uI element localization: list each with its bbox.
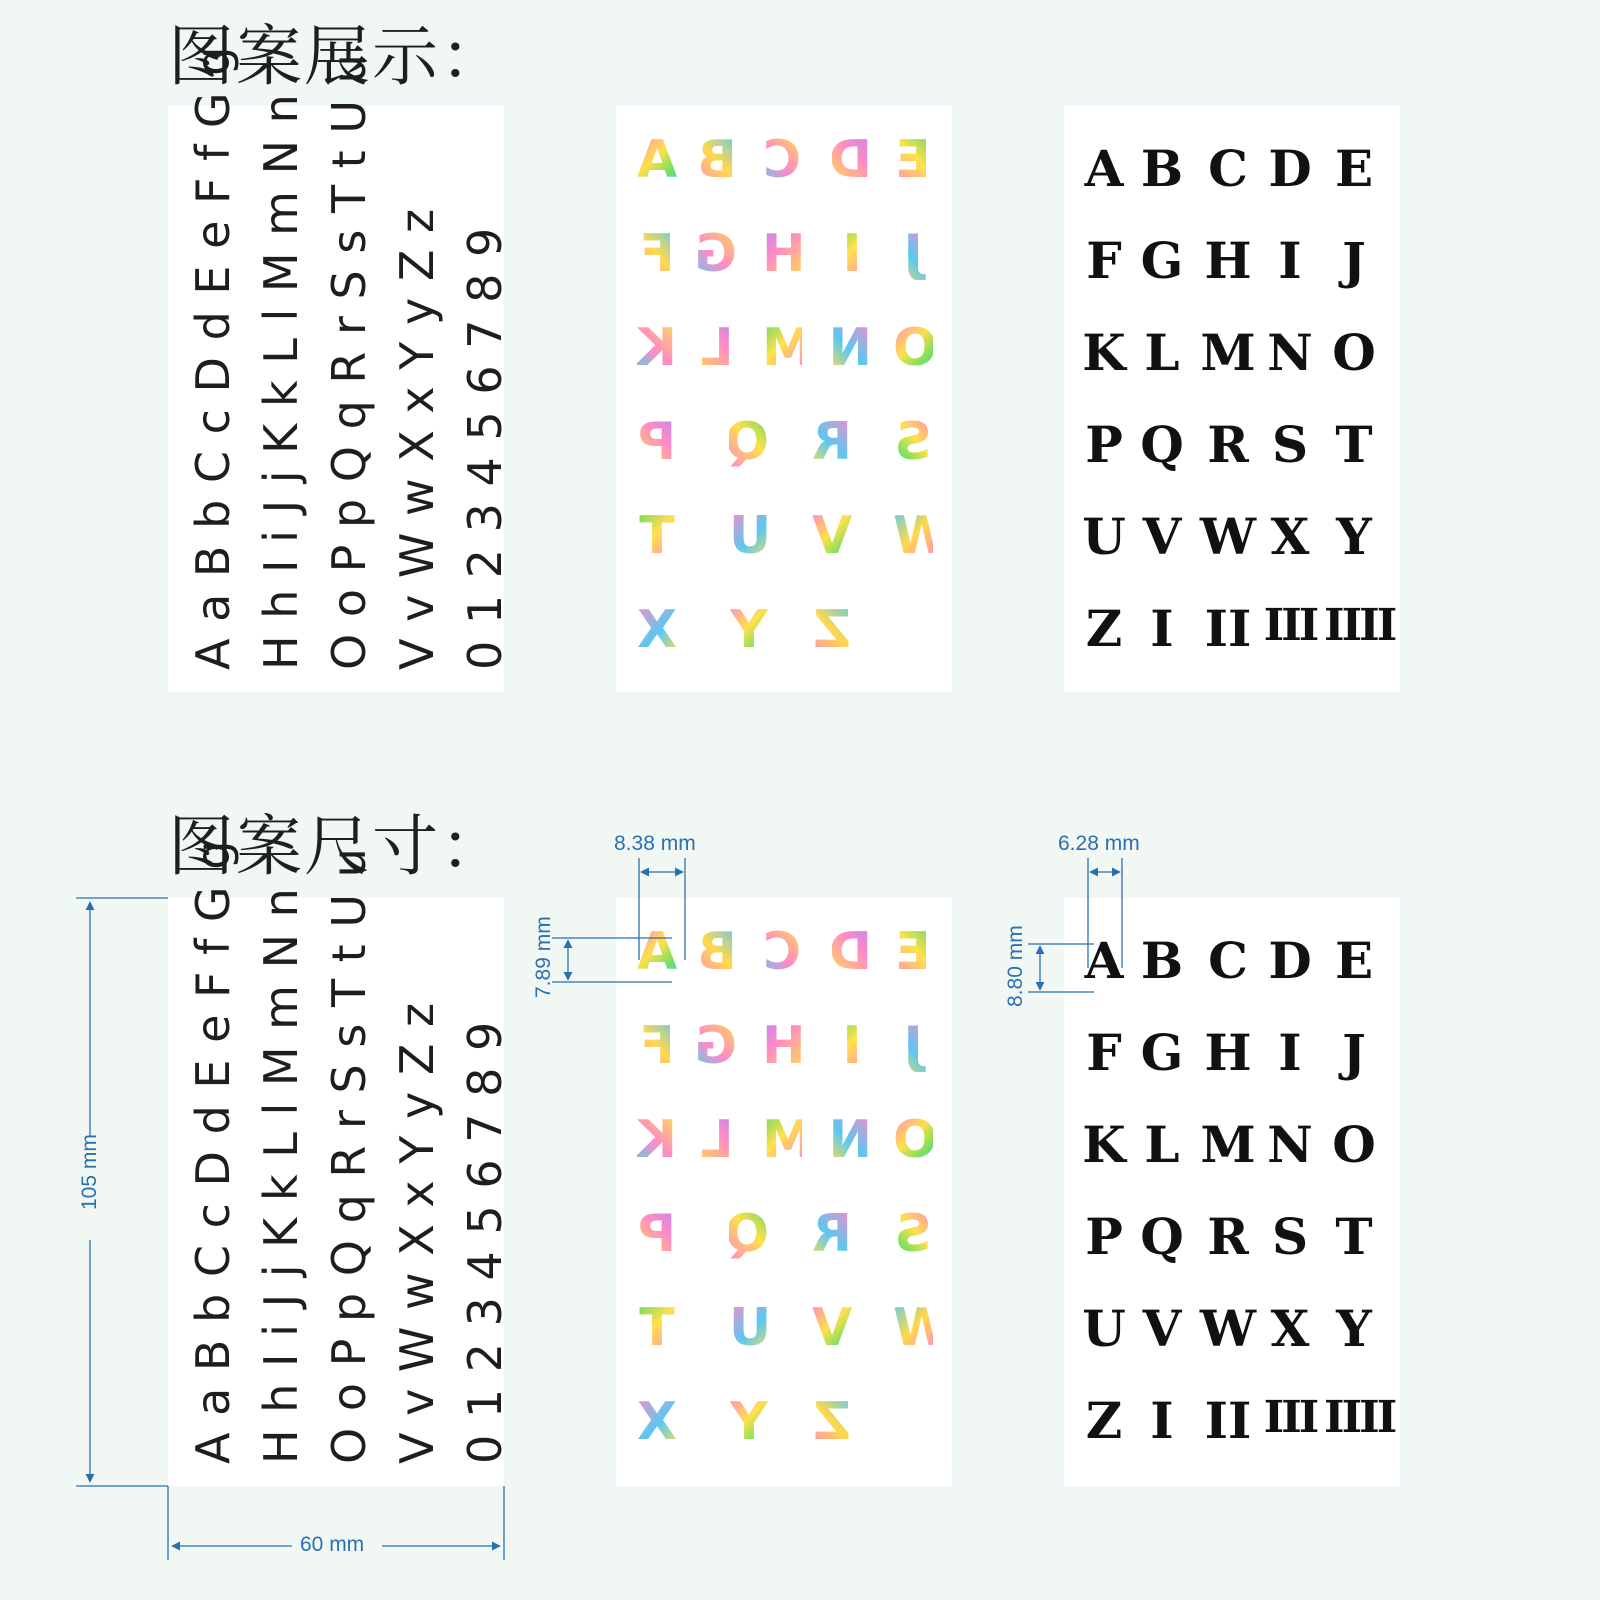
gothic-letter: K (1082, 1115, 1126, 1174)
gothic-letter: III (1263, 1392, 1317, 1443)
gothic-letter: Q (1140, 415, 1184, 474)
gothic-height-label: 8.80 mm (1004, 925, 1027, 1007)
ribbon-letter: S (894, 1204, 932, 1264)
sans-letter-line: A a B b C c D d E e F f G g (186, 839, 240, 1464)
sans-letter-line: O o P p Q q R r S s T t U u (322, 847, 376, 1464)
gothic-letter: Y (1336, 1299, 1372, 1358)
gothic-letter: X (1270, 507, 1310, 566)
gothic-width-label: 6.28 mm (1058, 832, 1140, 855)
gothic-letter: O (1332, 1115, 1376, 1174)
display-heading: 图案展示： (168, 18, 508, 95)
gothic-letter: Z (1085, 1391, 1123, 1450)
gothic-letter: H (1204, 1023, 1252, 1082)
sans-letter-line: 0 1 2 3 4 5 6 7 8 9 (458, 1020, 512, 1464)
ribbon-letter: C (762, 922, 802, 982)
ribbon-letter: B (697, 130, 737, 190)
gothic-letter: C (1208, 931, 1248, 990)
ribbon-letter: T (637, 1302, 677, 1354)
ribbon-letter: Y (730, 1392, 768, 1452)
gothic-letter: B (1140, 139, 1184, 198)
ribbon-letter: Q (724, 412, 769, 472)
ribbon-letter: L (697, 1114, 737, 1166)
gothic-letter: Y (1336, 507, 1372, 566)
gothic-letter: M (1200, 1115, 1256, 1174)
gothic-letter: B (1140, 931, 1184, 990)
gothic-letter: L (1144, 323, 1180, 382)
gothic-letter: R (1207, 1207, 1249, 1266)
ribbon-letter: M (762, 1110, 814, 1170)
ribbon-letter: H (762, 224, 806, 284)
gothic-letter: P (1085, 415, 1123, 474)
gothic-letter: F (1086, 231, 1122, 290)
ribbon-letter: P (637, 412, 677, 472)
gothic-letter: T (1335, 415, 1373, 474)
gothic-letter: W (1199, 1299, 1257, 1358)
gothic-letter: N (1267, 323, 1313, 382)
ribbon-letter: Y (730, 600, 768, 660)
gothic-letter: Q (1140, 1207, 1184, 1266)
ribbon-letter: U (729, 506, 772, 566)
gothic-letter: O (1332, 323, 1376, 382)
ribbon-letter: O (893, 1110, 938, 1170)
height-dimension-label: 105 mm (78, 1134, 101, 1210)
gothic-letter: A (1084, 139, 1124, 198)
ribbon-letter: D (828, 130, 872, 190)
ribbon-letter: I (832, 228, 872, 280)
ribbon-letter: C (762, 130, 802, 190)
gothic-letter: III (1263, 600, 1317, 651)
ribbon-letter: A (637, 130, 678, 190)
gothic-letter: P (1085, 1207, 1123, 1266)
ribbon-letter: H (762, 1016, 806, 1076)
ribbon-letter: N (828, 1110, 872, 1170)
gothic-letter: D (1268, 931, 1312, 990)
gothic-letter: V (1142, 507, 1182, 566)
ribbon-letter: G (694, 224, 737, 284)
gothic-letter: J (1342, 1023, 1366, 1082)
gothic-letter: T (1335, 1207, 1373, 1266)
gothic-letter: X (1270, 1299, 1310, 1358)
gothic-letter: J (1342, 231, 1366, 290)
gothic-letter: C (1208, 139, 1248, 198)
gothic-letter: G (1140, 1023, 1184, 1082)
gothic-letter: S (1271, 415, 1309, 474)
ribbon-letter: Q (724, 1204, 769, 1264)
ribbon-width-label: 8.38 mm (614, 832, 696, 855)
ribbon-letter: M (762, 318, 814, 378)
ribbon-letter: V (812, 506, 853, 566)
gothic-letter: L (1144, 1115, 1180, 1174)
gothic-letter: G (1140, 231, 1184, 290)
ribbon-letter: F (637, 228, 677, 280)
gothic-letter: R (1207, 415, 1249, 474)
gothic-letter: U (1082, 507, 1126, 566)
gothic-letter: II (1204, 1391, 1252, 1450)
ribbon-letter: W (893, 1298, 951, 1358)
ribbon-letter: R (811, 1204, 852, 1264)
sans-letter-line: O o P p Q q R r S s T t U u (322, 53, 376, 670)
gothic-letter: I (1278, 1023, 1302, 1082)
size-heading: 图案尺寸： (168, 808, 508, 885)
gothic-letter: IIII (1324, 600, 1395, 651)
gothic-letter: U (1082, 1299, 1126, 1358)
ribbon-letter: X (637, 600, 678, 660)
ribbon-letter: J (893, 1020, 933, 1072)
ribbon-letter: A (637, 922, 678, 982)
gothic-letter: V (1142, 1299, 1182, 1358)
gothic-letter: H (1204, 231, 1252, 290)
ribbon-letter: V (812, 1298, 853, 1358)
gothic-letter: M (1200, 323, 1256, 382)
gothic-letter: I (1150, 599, 1174, 658)
ribbon-letter: E (893, 926, 933, 978)
sans-letter-line: V v W w X x Y y Z z (390, 207, 444, 670)
sans-letter-line: H h I i J j K k L l M m N n (254, 93, 308, 670)
gothic-letter: Z (1085, 599, 1123, 658)
ribbon-letter: W (893, 506, 951, 566)
ribbon-letter: K (636, 1110, 677, 1170)
ribbon-letter: O (893, 318, 938, 378)
ribbon-letter: P (637, 1204, 677, 1264)
ribbon-letter: I (832, 1020, 872, 1072)
ribbon-letter: T (637, 510, 677, 562)
ribbon-letter: X (637, 1392, 678, 1452)
gothic-letter: K (1082, 323, 1126, 382)
gothic-letter: W (1199, 507, 1257, 566)
ribbon-height-label: 7.89 mm (532, 916, 555, 998)
ribbon-letter: E (893, 134, 933, 186)
ribbon-letter: R (811, 412, 852, 472)
ribbon-letter: N (828, 318, 872, 378)
gothic-letter: IIII (1324, 1392, 1395, 1443)
sans-letter-line: H h I i J j K k L l M m N n (254, 887, 308, 1464)
ribbon-letter: Z (813, 1392, 851, 1452)
gothic-letter: E (1334, 931, 1374, 990)
width-dimension-label: 60 mm (300, 1533, 365, 1556)
gothic-letter: I (1278, 231, 1302, 290)
ribbon-letter: J (893, 228, 933, 280)
ribbon-letter: K (636, 318, 677, 378)
ribbon-letter: G (694, 1016, 737, 1076)
sans-letter-line: V v W w X x Y y Z z (390, 1001, 444, 1464)
ribbon-letter: F (637, 1020, 677, 1072)
sans-letter-line: A a B b C c D d E e F f G g (186, 45, 240, 670)
ribbon-letter: L (697, 322, 737, 374)
ribbon-letter: D (828, 922, 872, 982)
gothic-letter: N (1267, 1115, 1313, 1174)
gothic-letter: F (1086, 1023, 1122, 1082)
ribbon-letter: S (894, 412, 932, 472)
gothic-letter: S (1271, 1207, 1309, 1266)
gothic-letter: D (1268, 139, 1312, 198)
gothic-letter: II (1204, 599, 1252, 658)
sans-letter-line: 0 1 2 3 4 5 6 7 8 9 (458, 226, 512, 670)
ribbon-letter: Z (813, 600, 851, 660)
gothic-letter: A (1084, 931, 1124, 990)
gothic-letter: I (1150, 1391, 1174, 1450)
ribbon-letter: B (697, 922, 737, 982)
gothic-letter: E (1334, 139, 1374, 198)
ribbon-letter: U (729, 1298, 772, 1358)
